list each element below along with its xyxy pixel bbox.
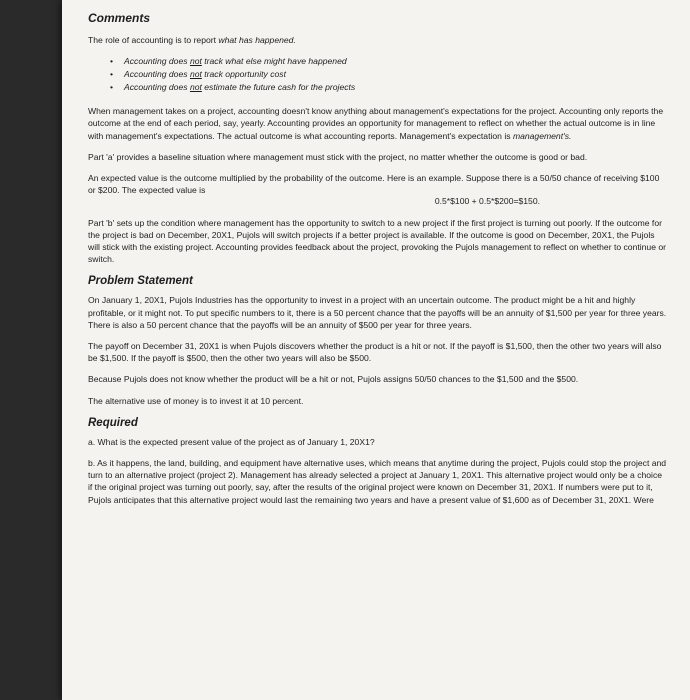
- problem-statement-heading: Problem Statement: [88, 275, 193, 288]
- paragraph-text: When management takes on a project, accounting doesn't know anything about management's expectations for the project. Accounting only reports the outcome at the end of each period, say, yearly. Accounting provides an opportunity for management to reflect on whether the actual outcome is in line with management's expectations. The actual outcome is what accounting reports. Management's expectation is: [88, 106, 664, 141]
- bullet-text: track opportunity cost: [201, 69, 286, 80]
- document-content: [88, 10, 668, 515]
- bullet-underline: not: [189, 69, 202, 80]
- document-page: [62, 0, 690, 700]
- intro-text: The role of accounting is to report: [88, 35, 219, 45]
- problem-paragraph: Because Pujols does not know whether the product will be a hit or not, Pujols assigns 50/50 chances to the $1,500 and the $500.: [88, 374, 579, 385]
- comments-bullet-list: [88, 55, 668, 94]
- bullet-text: estimate the future cash for the projects: [201, 82, 356, 93]
- list-item: [124, 81, 668, 94]
- comments-paragraph: [88, 172, 668, 196]
- list-item: [124, 55, 668, 68]
- comments-paragraph: [88, 105, 668, 142]
- problem-paragraph: On January 1, 20X1, Pujols Industries has the opportunity to invest in a project with an uncertain outcome. The product might be a hit and highly profitable, or it might not. To put specific numbers to it, there is a 50 percent chance that the payoffs will be an annuity of $1,500 per year for three years. There is also a 50 percent chance that the payoffs will be an annuity of $500 per year for three years.: [88, 295, 667, 330]
- problem-paragraph: The payoff on December 31, 20X1 is when Pujols discovers whether the product is a hit or not. If the payoff is $1,500, then the other two years will also be $1,500. If the payoff is $500, then the other two years will also be $500.: [88, 341, 662, 364]
- problem-paragraph: The alternative use of money is to invest it at 10 percent.: [88, 395, 304, 406]
- bullet-text: track what else might have happened: [201, 56, 347, 67]
- bullet-text: Accounting does: [124, 69, 190, 80]
- comments-paragraph: Part 'b' sets up the condition where management has the opportunity to switch to a new project if the first project is turning out poorly. If the outcome for the project is bad on December, 20X1, Pujols will switch projects if a better project is available. If the outcome is good on December, 20X1, the Pujols will stick with the existing project. Accounting provides feedback about the project, provoking the Pujols management to reflect on whether to continue or switch.: [88, 217, 667, 265]
- question-b: b. As it happens, the land, building, and equipment have alternative uses, which means that anytime during the project, Pujols could stop the project and turn to an alternative project (project 2). Management has already selected a project at January 1, 20X1. This alternative project would only be a choice if the original project was turning out poorly, say, after the results of the original project were known on December 31, 20X1. If numbers were put to it, Pujols anticipates that this alternative project would last the remaining two years and have a present value of $1,600 as of December 31, 20X1. Were: [88, 458, 667, 505]
- bullet-text: Accounting does: [124, 56, 190, 67]
- comments-intro: [88, 34, 668, 46]
- comments-heading: Comments: [88, 11, 151, 25]
- bullet-underline: not: [189, 82, 202, 93]
- bullet-text: Accounting does: [124, 82, 190, 93]
- question-a: a. What is the expected present value of the project as of January 1, 20X1?: [88, 436, 375, 447]
- list-item: [124, 68, 668, 81]
- intro-emphasis: what has happened.: [218, 35, 296, 45]
- bullet-underline: not: [189, 56, 202, 67]
- paragraph-emphasis: management's.: [512, 130, 572, 141]
- required-heading: Required: [88, 416, 138, 429]
- comments-paragraph: Part 'a' provides a baseline situation where management must stick with the project, no matter whether the outcome is good or bad.: [88, 151, 588, 162]
- expected-value-formula: 0.5*$100 + 0.5*$200=$150.: [434, 196, 540, 207]
- paragraph-text: An expected value is the outcome multiplied by the probability of the outcome. Here is an example. Suppose there is a 50/50 chance of receiving $100 or $200. The expected value is: [88, 173, 660, 196]
